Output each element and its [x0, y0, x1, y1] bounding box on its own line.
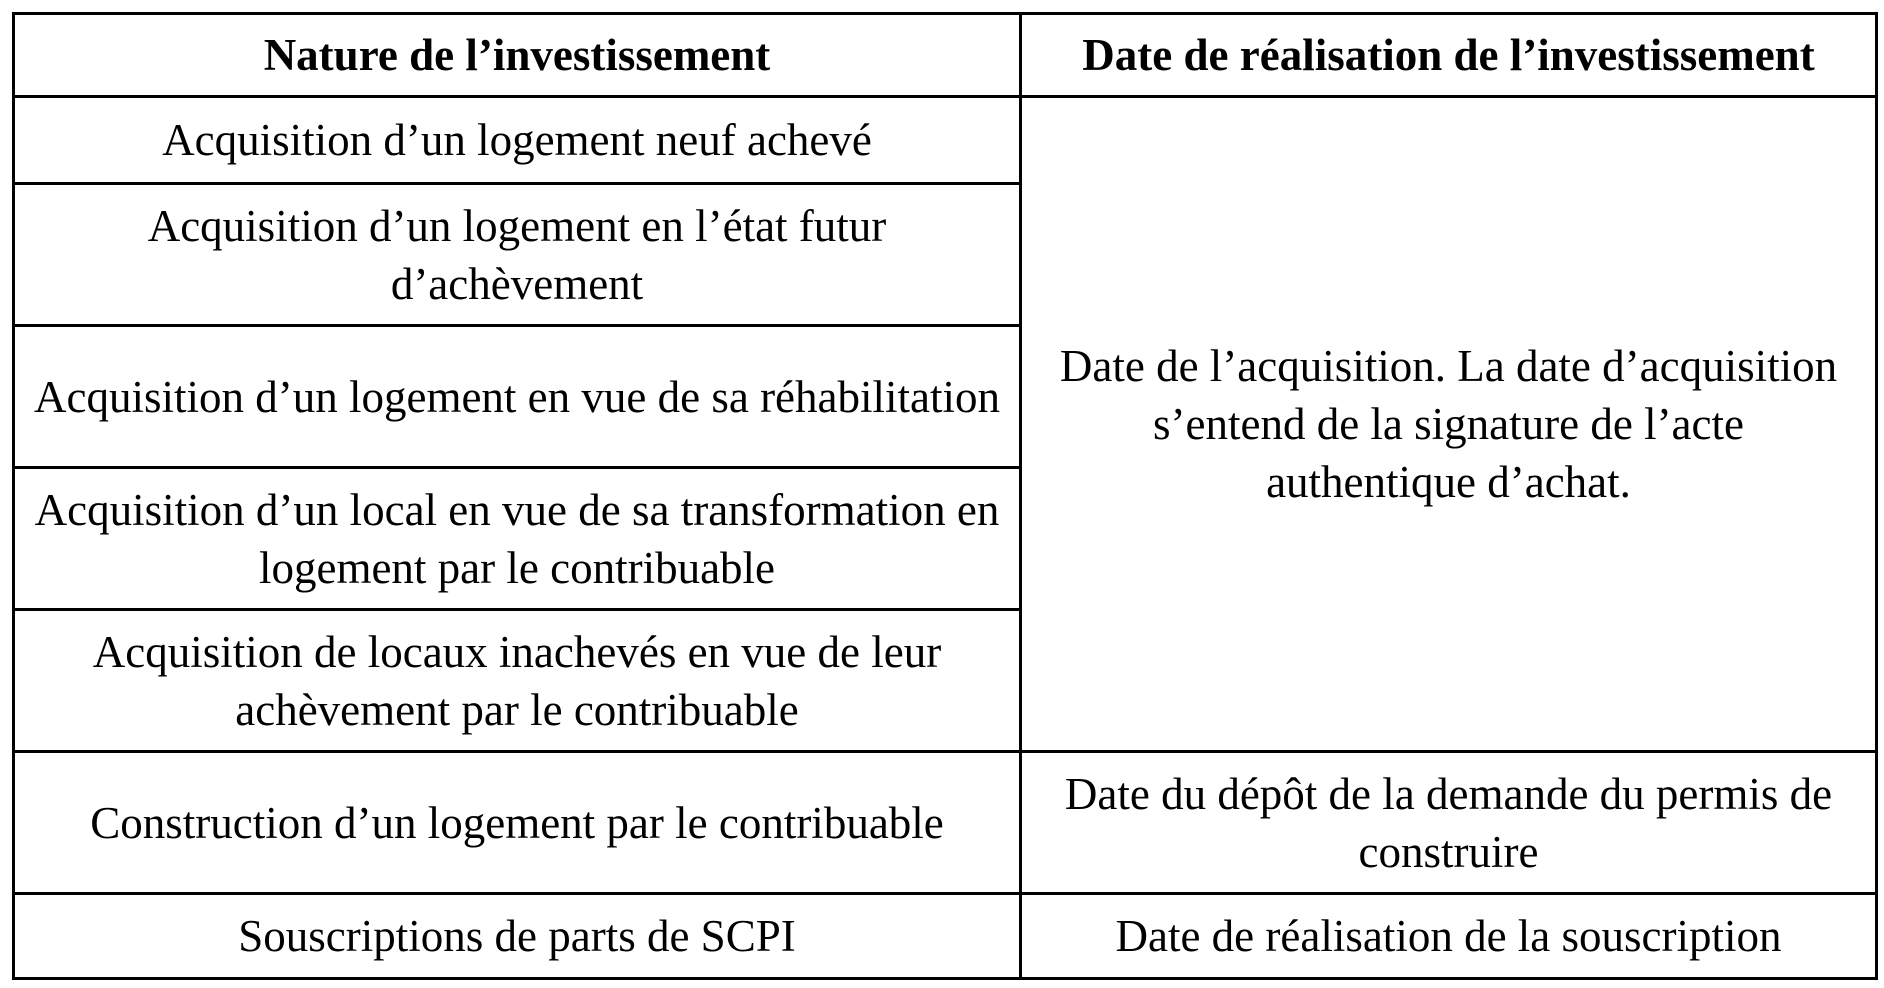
cell-nature: Acquisition d’un logement neuf achevé [14, 97, 1021, 184]
cell-nature: Acquisition d’un local en vue de sa transformation en logement par le contribuable [14, 468, 1021, 610]
cell-nature: Acquisition de locaux inachevés en vue de leur achèvement par le contribuable [14, 610, 1021, 752]
header-date: Date de réalisation de l’investissement [1021, 14, 1877, 97]
cell-date: Date du dépôt de la demande du permis de construire [1021, 752, 1877, 894]
cell-date: Date de réalisation de la souscription [1021, 894, 1877, 979]
cell-nature: Construction d’un logement par le contribuable [14, 752, 1021, 894]
table-row [14, 752, 1877, 894]
table-row [14, 97, 1877, 184]
cell-nature: Acquisition d’un logement en l’état futur d’achèvement [14, 184, 1021, 326]
table-row [14, 894, 1877, 979]
cell-nature: Souscriptions de parts de SCPI [14, 894, 1021, 979]
header-nature: Nature de l’investissement [14, 14, 1021, 97]
cell-nature: Acquisition d’un logement en vue de sa réhabilitation [14, 326, 1021, 468]
table-header-row [14, 14, 1877, 97]
cell-date-acquisition: Date de l’acquisition. La date d’acquisition s’entend de la signature de l’acte authentique d’achat. [1021, 97, 1877, 752]
investment-date-table [12, 12, 1878, 980]
